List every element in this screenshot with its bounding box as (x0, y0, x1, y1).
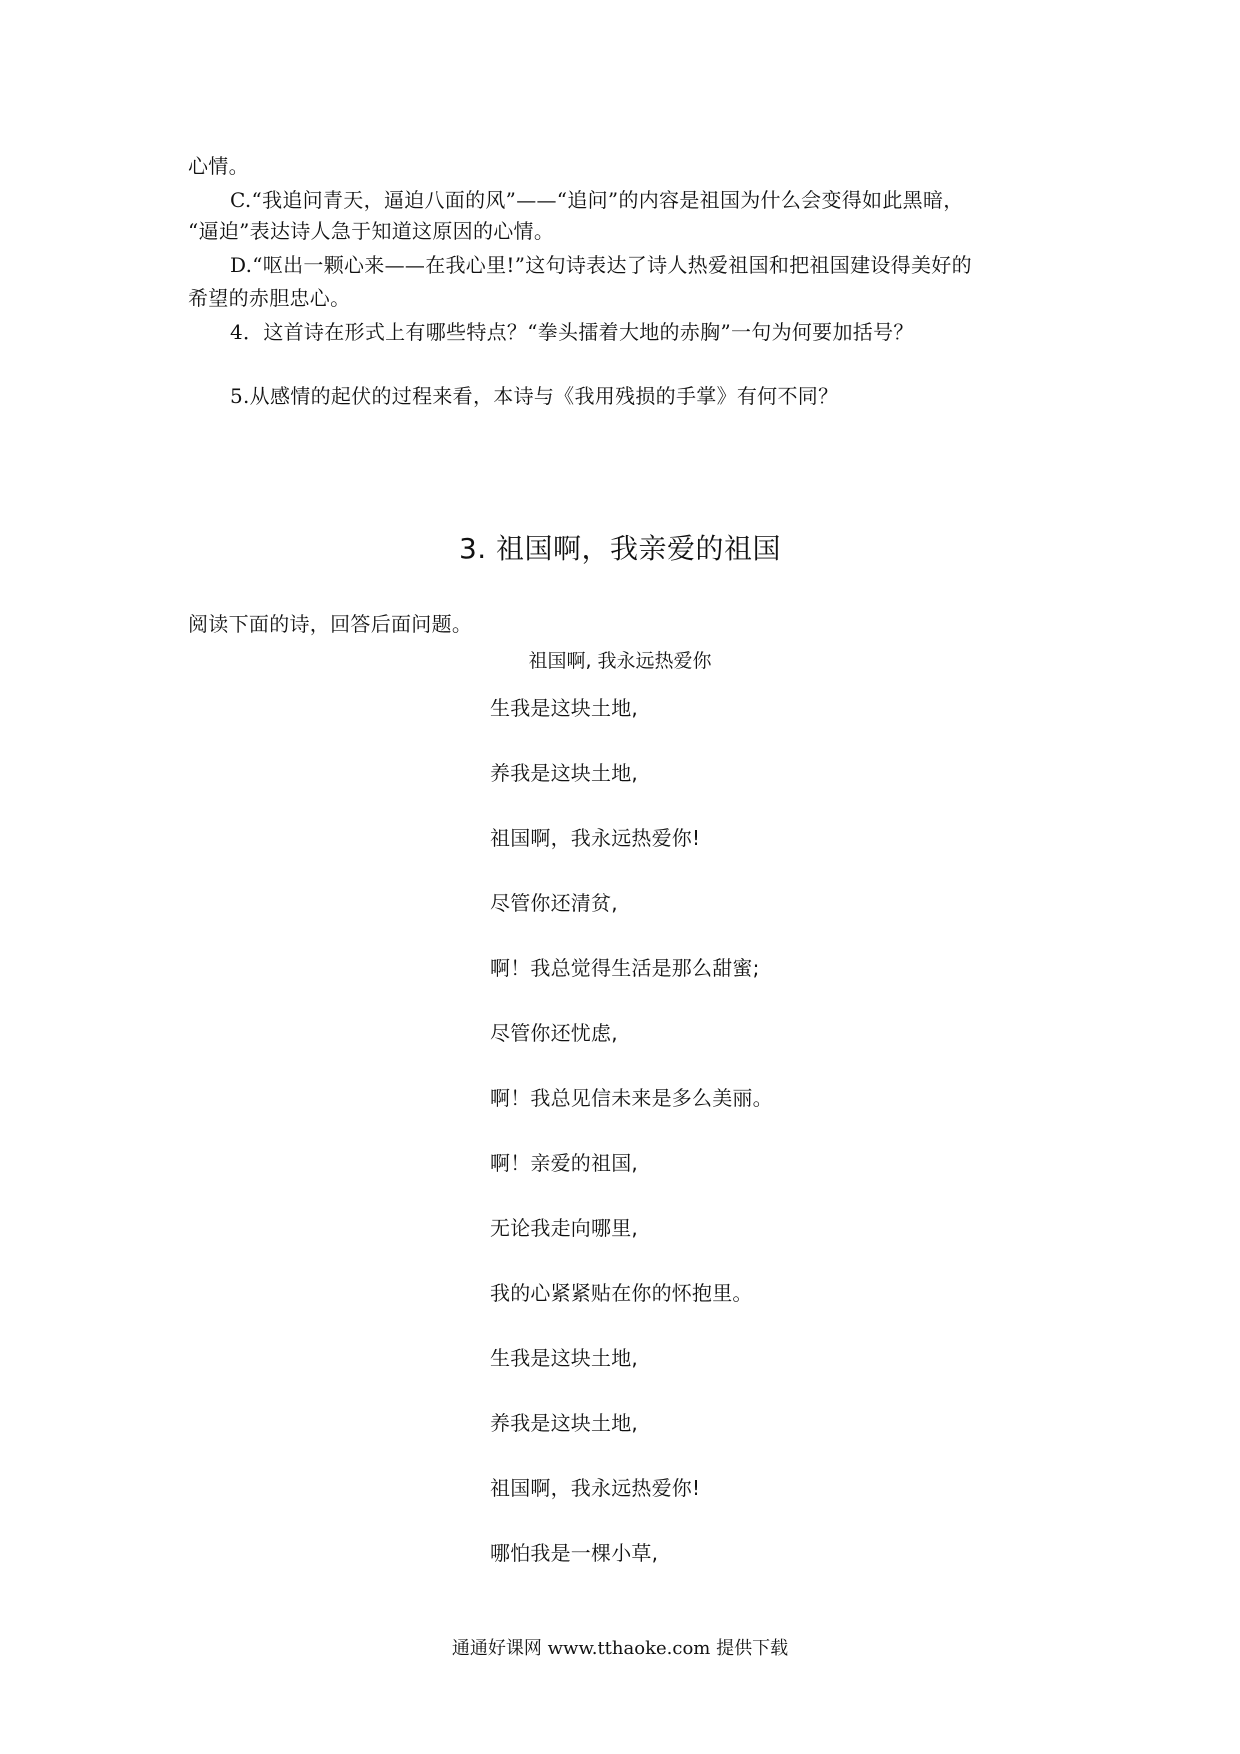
option-c-continuation: “逼迫”表达诗人急于知道这原因的心情。 (188, 219, 555, 243)
poem-line: 养我是这块土地, (490, 1411, 638, 1435)
poem-line: 无论我走向哪里, (490, 1216, 638, 1240)
footer-download-note: 通通好课网 www.tthaoke.com 提供下载 (451, 1638, 789, 1659)
poem-line: 哪怕我是一棵小草, (490, 1541, 659, 1565)
section-title: 3. 祖国啊，我亲爱的祖国 (458, 532, 782, 565)
section-instruction: 阅读下面的诗，回答后面问题。 (188, 612, 473, 636)
option-d-line: D.“呕出一颗心来——在我心里!”这句诗表达了诗人热爱祖国和把祖国建设得美好的 (230, 253, 972, 277)
poem-line: 祖国啊，我永远热爱你! (490, 1476, 701, 1500)
poem-line: 祖国啊，我永远热爱你! (490, 826, 701, 850)
poem-line: 生我是这块土地, (490, 1346, 638, 1370)
poem-line: 我的心紧紧贴在你的怀抱里。 (490, 1281, 753, 1305)
option-c-line: C.“我追问青天，逼迫八面的风”——“追问”的内容是祖国为什么会变得如此黑暗， (230, 188, 964, 212)
poem-line: 啊！我总见信未来是多么美丽。 (490, 1086, 773, 1110)
poem-line: 啊！亲爱的祖国, (490, 1151, 638, 1175)
poem-line: 尽管你还清贫, (490, 891, 618, 915)
paragraph-line: 心情。 (188, 154, 249, 178)
poem-line: 养我是这块土地, (490, 761, 638, 785)
poem-line: 尽管你还忧虑, (490, 1021, 618, 1045)
poem-title: 祖国啊, 我永远热爱你 (528, 650, 712, 672)
question-4: 4．这首诗在形式上有哪些特点？“拳头擂着大地的赤胸”一句为何要加括号？ (230, 320, 914, 344)
question-5: 5.从感情的起伏的过程来看，本诗与《我用残损的手掌》有何不同？ (230, 384, 839, 408)
option-d-continuation: 希望的赤胆忠心。 (188, 286, 351, 310)
poem-line: 生我是这块土地, (490, 696, 638, 720)
poem-line: 啊！我总觉得生活是那么甜蜜; (490, 956, 760, 980)
